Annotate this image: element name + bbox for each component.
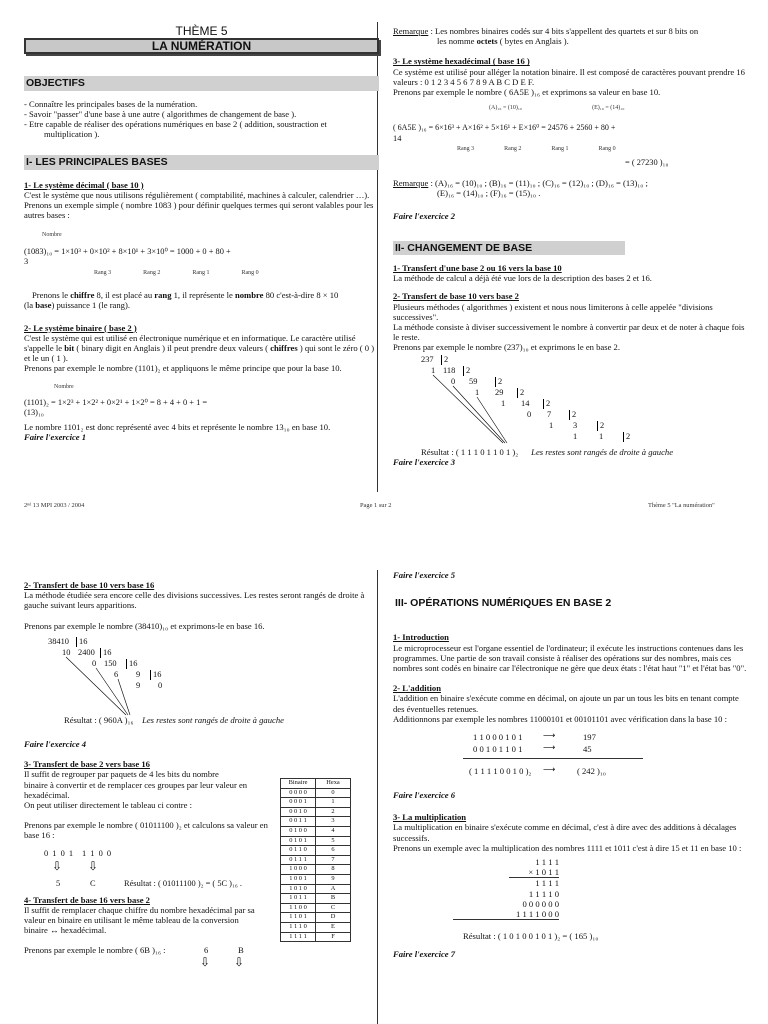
remarque-1: Remarque : Les nombres binaires codés sur 4 bits s'appellent des quartets et sur 8 bits on (393, 26, 699, 36)
hexa-cell: 9 (316, 874, 351, 884)
div-value: 9 (136, 669, 141, 679)
binary-cell: 0 0 0 1 (281, 798, 316, 808)
div-divisor: 16 (126, 659, 137, 669)
subsection-base2-to-16: 3- Transfert de base 2 vers base 16 (24, 759, 150, 770)
binary-cell: 1 0 1 1 (281, 894, 316, 904)
subsection-decimal: 1- Le système décimal ( base 10 ) (24, 179, 144, 190)
objective-1: - Connaître les principales bases de la numération. (24, 98, 198, 109)
subsection-binaire: 2- Le système binaire ( base 2 ) (24, 322, 137, 333)
s2b-text-2: La méthode consiste à diviser successivement le nombre à convertir par deux et de noter à chaque fois le reste. (393, 322, 745, 343)
div-divisor: 2 (623, 432, 630, 442)
div-remainder: 10 (62, 647, 71, 657)
exercise-4-link[interactable]: Faire l'exercice 4 (24, 739, 87, 750)
table-row (281, 836, 351, 846)
page1-left-column (24, 0, 379, 443)
div-divisor: 2 (517, 388, 524, 398)
section-objectifs: OBJECTIFS (24, 76, 379, 90)
remarque-2: Remarque : (A)₁₆ = (10)₁₀ ; (B)₁₆ = (11)₁₀ ; (C)₁₆ = (12)₁₀ ; (D)₁₆ = (13)₁₀ ; (393, 178, 648, 189)
addition-text-2: Additionnons par exemple les nombres 11000101 et 00101101 avec vérification dans la base 10 : (393, 713, 727, 724)
hex-to-bin-example (24, 945, 379, 971)
div-value: 29 (495, 387, 504, 397)
hexa-cell: 1 (316, 798, 351, 808)
remarque-2-cont: (E)₁₆ = (14)₁₀ ; (F)₁₆ = (15)₁₀ . (437, 188, 541, 199)
table-row (281, 846, 351, 856)
table-row (281, 865, 351, 875)
hexa-note-e: (E)₁₆ = (14)₁₀ (592, 105, 625, 112)
s2d-text-3: On peut utiliser directement le tableau ci contre : (24, 800, 192, 811)
binary-cell: 0 0 1 1 (281, 817, 316, 827)
hexa-cell: E (316, 922, 351, 932)
subsection-multiplication: 3- La multiplication (393, 812, 467, 823)
div-remainder: 0 (92, 658, 97, 668)
multiplication-result: Résultat : ( 1 0 1 0 0 1 0 1 )₂ = ( 165 )₁₀ (463, 931, 599, 942)
addend-decimal: 197 (583, 732, 596, 743)
div-value: 118 (443, 365, 456, 375)
decimal-text-2: Prenons un exemple simple ( nombre 1083 ) pour définir quelques termes qui seront valables pour les autres bases : (24, 200, 374, 221)
s2e-text-2: Prenons par exemple le nombre ( 6B )₁₆ : (24, 945, 166, 956)
table-header: Hexa (316, 779, 351, 789)
mul-line: × 1 0 1 1 (528, 867, 559, 878)
multiplication-text-1: La multiplication en binaire s'exécute comme en décimal, c'est à dire avec des additions à décalages successifs. (393, 822, 737, 843)
div-value: 0 (158, 680, 163, 690)
table-row (281, 788, 351, 798)
decimal-text-4: (la base) puissance 1 (le rang). (24, 300, 130, 311)
nombre-label: Nombre (42, 232, 62, 239)
div-value: 237 (421, 354, 434, 364)
table-row (281, 855, 351, 865)
hexa-cell: 0 (316, 788, 351, 798)
div-divisor: 2 (543, 399, 550, 409)
div-divisor: 2 (463, 366, 470, 376)
div-remainder: 1 (549, 420, 554, 430)
exercise-7-link[interactable]: Faire l'exercice 7 (393, 949, 456, 960)
down-arrow-icon: ⇩ (234, 955, 245, 970)
table-row (281, 807, 351, 817)
right-arrow-icon: ⟶ (543, 743, 556, 754)
footer-page: Page 1 sur 2 (360, 502, 392, 509)
bit-group: 0 1 0 1 (44, 848, 75, 858)
footer-right: Thème 5 "La numération" (648, 502, 715, 509)
subsection-hexadecimal: 3- Le système hexadécimal ( base 16 ) (393, 56, 530, 67)
binary-cell: 0 0 0 0 (281, 788, 316, 798)
addend: 1 1 0 0 0 1 0 1 (473, 732, 523, 743)
s2d-text-2: binaire à convertir et de remplacer ces groupes par leur valeur en hexadécimal. (24, 779, 248, 800)
addition-text-1: L'addition en binaire s'exécute comme en décimal, on ajoute un par un tous les bits en tenant compte des éventuelles retenues. (393, 693, 739, 714)
subsection-base10-to-2: 2- Transfert de base 10 vers base 2 (393, 291, 519, 302)
div-value: 2400 (78, 647, 95, 657)
s2c-text-1: La méthode étudiée sera encore celle des divisions successives. Les restes seront rangés de droite à gauche suivant leurs apparitions. (24, 590, 365, 611)
div-remainder: 0 (527, 409, 532, 419)
div-divisor: 2 (569, 410, 576, 420)
rang-label: Rang 2 (143, 270, 161, 277)
objective-3: - Etre capable de réaliser des opérations numériques en base 2 ( addition, soustraction et (24, 119, 327, 130)
binary-cell: 1 0 0 1 (281, 874, 316, 884)
div-value: 38410 (48, 636, 69, 646)
formula-6a5e-cont: 14 (393, 133, 402, 143)
div-divisor: 16 (150, 670, 161, 680)
table-row (281, 874, 351, 884)
rang-label: Rang 3 (94, 270, 112, 277)
page2-right-column (393, 570, 748, 959)
multiplication-example (393, 857, 559, 931)
table-row (281, 884, 351, 894)
page-title: LA NUMÉRATION (24, 38, 379, 54)
formula-1083: (1083)₁₀ = 1×10³ + 0×10² + 8×10¹ + 3×10⁰ = 1000 + 0 + 80 + (24, 246, 231, 256)
bit-group: 1 1 0 0 (82, 848, 113, 858)
s2e-text-1: Il suffit de remplacer chaque chiffre du nombre hexadécimal par sa valeur en binaire en utilisant le même tableau de la conversion binaire ↔ hexadécimal. (24, 904, 255, 936)
div-divisor: 2 (597, 421, 604, 431)
s2b-text-3: Prenons par exemple le nombre (237)₁₀ et exprimons le en base 2. (393, 342, 620, 353)
objective-3-cont: multiplication ). (44, 129, 100, 140)
div-value: 150 (104, 658, 117, 668)
binary-cell: 0 0 1 0 (281, 807, 316, 817)
sum-decimal: ( 242 )₁₀ (577, 766, 606, 777)
binary-cell: 1 1 1 1 (281, 932, 316, 942)
hex-digit: 6 (204, 945, 209, 956)
hexa-cell: 2 (316, 807, 351, 817)
table-row (281, 817, 351, 827)
rang-label: Rang 0 (241, 270, 259, 277)
table-row (281, 798, 351, 808)
formula-6a5e-result: = ( 27230 )₁₀ (625, 158, 669, 168)
binaire-text-3: Le nombre 1101₂ est donc représenté avec 4 bits et représente le nombre 13₁₀ en base 10. (24, 422, 331, 433)
binary-cell: 1 1 1 0 (281, 922, 316, 932)
result-base16: Résultat : ( 960A )₁₆ Les restes sont rangés de droite à gauche (64, 714, 284, 725)
div-remainder: 0 (451, 376, 456, 386)
rang-labels-hexa: Rang 3 Rang 2 Rang 1 Rang 0 (457, 145, 616, 152)
down-arrow-icon: ⇩ (88, 858, 99, 873)
arrows-base16 (24, 635, 144, 717)
right-arrow-icon: ⟶ (543, 765, 556, 776)
nombre-label-2: Nombre (54, 383, 74, 390)
binary-cell: 1 0 1 0 (281, 884, 316, 894)
section-2-heading: II- CHANGEMENT DE BASE (393, 241, 625, 255)
division-base2 (393, 353, 748, 441)
s2d-text-1: Il suffit de regrouper par paquets de 4 les bits du nombre (24, 769, 219, 780)
page-2 (0, 560, 768, 1024)
subsection-base16-to-2: 4- Transfert de base 16 vers base 2 (24, 894, 150, 905)
hexa-text-2: Prenons par exemple le nombre ( 6A5E )₁₆ et exprimons sa valeur en base 10. (393, 87, 661, 98)
decimal-text-3: Prenons le chiffre 8, il est placé au rang 1, il représente le nombre 80 c'est-à-dire 8 × 10 (32, 290, 339, 301)
div-value: 3 (573, 420, 578, 430)
table-row (281, 932, 351, 942)
exercise-2-link[interactable]: Faire l'exercice 2 (393, 210, 456, 221)
hexa-cell: A (316, 884, 351, 894)
div-divisor: 2 (441, 355, 448, 365)
s2a-text: La méthode de calcul a déjà été vue lors de la description des bases 2 et 16. (393, 273, 652, 284)
binaire-text-2: Prenons par exemple le nombre (1101)₂ et appliquons le même principe que pour la base 10. (24, 363, 342, 374)
binary-cell: 1 0 0 0 (281, 865, 316, 875)
div-value: 59 (469, 376, 478, 386)
binary-cell: 1 1 0 1 (281, 913, 316, 923)
result-base2: Résultat : ( 1 1 1 0 1 1 0 1 )₂ Les restes sont rangés de droite à gauche (421, 446, 674, 457)
formula-1101-cont: (13)₁₀ (24, 408, 44, 418)
section-3-heading: III- OPÉRATIONS NUMÉRIQUES EN BASE 2 (395, 597, 612, 610)
formula-1083-cont: 3 (24, 256, 29, 266)
binary-hexa-table (280, 778, 351, 942)
div-remainder: 9 (136, 680, 141, 690)
binaire-text-1: C'est le système qui est utilisé en électronique numérique et en informatique. Le caractère utilisé s'appelle le bit ( binary digit en Anglais ) il peut prendre deux valeurs ( chiffres ) qui sont le zéro ( 0 ) et le un ( 1 ). (24, 332, 375, 364)
div-value: 1 (599, 431, 604, 441)
exercise-3-link[interactable]: Faire l'exercice 3 (393, 456, 456, 467)
exercise-1-link[interactable]: Faire l'exercice 1 (24, 432, 87, 443)
hexa-notes (393, 103, 748, 113)
arrows-base2 (393, 353, 513, 445)
subsection-base10-to-16: 2- Transfert de base 10 vers base 16 (24, 580, 155, 590)
hexa-cell: 3 (316, 817, 351, 827)
formula-6a5e: ( 6A5E )₁₆ = 6×16³ + A×16² + 5×16¹ + E×16⁰ = 24576 + 2560 + 80 + (393, 123, 616, 133)
table-row (281, 826, 351, 836)
mul-line: 1 1 1 1 (535, 857, 559, 868)
hexa-cell: B (316, 894, 351, 904)
hexa-cell: C (316, 903, 351, 913)
down-arrow-icon: ⇩ (52, 858, 63, 873)
binary-cell: 1 1 0 0 (281, 903, 316, 913)
hexa-text-1: Ce système est utilisé pour alléger la notation binaire. Il est composé de caractères pouvant prendre 16 valeurs : 0 1 2 3 4 5 6 7 8 9 A B C D E F. (393, 66, 745, 87)
div-remainder: 1 (573, 431, 578, 441)
div-remainder: 1 (501, 398, 506, 408)
page1-right-column (393, 26, 748, 467)
right-arrow-icon: ⟶ (543, 731, 556, 742)
mul-line: 1 1 1 1 0 (528, 888, 559, 899)
addend-decimal: 45 (583, 744, 592, 755)
objective-2: - Savoir "passer" d'une base à une autre ( algorithmes de changement de base ). (24, 108, 297, 119)
result-bin-hex: Résultat : ( 01011100 )₂ = ( 5C )₁₆ . (124, 878, 243, 888)
hexa-cell: 5 (316, 836, 351, 846)
div-divisor: 2 (495, 377, 502, 387)
mul-line: 0 0 0 0 0 0 (522, 898, 559, 909)
subsection-introduction: 1- Introduction (393, 632, 449, 643)
hex-digit: B (238, 945, 244, 956)
div-remainder: 1 (431, 365, 436, 375)
section-1-heading: I- LES PRINCIPALES BASES (24, 155, 379, 169)
s2b-text-1: Plusieurs méthodes ( algorithmes ) existent et nous nous limiterons à celle appelée "divisions successives". (393, 301, 713, 322)
exercise-5-link[interactable]: Faire l'exercice 5 (393, 570, 456, 580)
mul-line: 1 1 1 1 (535, 878, 559, 889)
multiplication-text-2: Prenons un exemple avec la multiplication des nombres 1111 et 1011 c'est à dire 15 et 11 en base 10 : (393, 842, 742, 853)
hexa-cell: 7 (316, 855, 351, 865)
rang-label: Rang 1 (192, 270, 210, 277)
binary-cell: 0 1 0 0 (281, 826, 316, 836)
s2c-text-2: Prenons par exemple le nombre (38410)₁₀ et exprimons-le en base 16. (24, 620, 265, 631)
hexa-cell: 6 (316, 846, 351, 856)
table-row (281, 903, 351, 913)
binary-cell: 0 1 1 0 (281, 846, 316, 856)
exercise-6-link[interactable]: Faire l'exercice 6 (393, 790, 456, 801)
division-base16 (24, 635, 379, 705)
hexa-cell: 8 (316, 865, 351, 875)
div-divisor: 16 (100, 648, 111, 658)
hexa-cell: 4 (316, 826, 351, 836)
footer-left: 2ⁿᵈ 13 MPI 2003 / 2004 (24, 502, 85, 509)
table-row (281, 894, 351, 904)
table-header: Binaire (281, 779, 316, 789)
mul-line: 1 1 1 1 0 0 0 (516, 909, 559, 920)
sum-binary: ( 1 1 1 1 0 0 1 0 )₂ (469, 766, 532, 777)
s2d-text-4: Prenons par exemple le nombre ( 01011100 )₂ et calculons sa valeur en base 16 : (24, 820, 268, 841)
decimal-text-1: C'est le système que nous utilisons régulièrement ( comptabilité, machines à calculer, calendrier …). (24, 189, 370, 200)
table-row (281, 913, 351, 923)
hex-digit: 5 (56, 878, 61, 888)
subsection-addition: 2- L'addition (393, 683, 441, 694)
div-remainder: 1 (475, 387, 480, 397)
introduction-text: Le microprocesseur est l'organe essentiel de l'ordinateur; il exécute les instructions contenues dans les programmes. Une partie de son travail consiste à réaliser des opérations sur des nombres, mais ces nombres sont codés en binaire car l'électronique ne gère que deux états : l'état haut "1" et l'état bas "0". (393, 642, 747, 674)
hexa-cell: D (316, 913, 351, 923)
div-value: 7 (547, 409, 552, 419)
rang-labels-1 (24, 268, 379, 278)
formula-1101: (1101)₂ = 1×2³ + 1×2² + 0×2¹ + 1×2⁰ = 8 + 4 + 0 + 1 = (24, 397, 208, 407)
remarque-1-cont: les nomme octets ( bytes en Anglais ). (437, 36, 569, 47)
div-remainder: 6 (114, 669, 119, 679)
table-row (281, 922, 351, 932)
theme-label: THÈME 5 (175, 24, 228, 38)
binary-cell: 0 1 1 1 (281, 855, 316, 865)
hex-digit: C (90, 878, 96, 888)
binary-cell: 0 1 0 1 (281, 836, 316, 846)
hexa-note-a: (A)₁₆ = (10)₁₀ (489, 105, 523, 112)
div-value: 14 (521, 398, 530, 408)
div-divisor: 16 (76, 637, 87, 647)
addend: 0 0 1 0 1 1 0 1 (473, 744, 523, 755)
down-arrow-icon: ⇩ (200, 955, 211, 970)
subsection-base2-16-to-10: 1- Transfert d'une base 2 ou 16 vers la base 10 (393, 263, 562, 274)
mul-rule (453, 919, 559, 920)
hexa-cell: F (316, 932, 351, 942)
addition-example (393, 732, 748, 790)
sum-rule (463, 758, 643, 759)
